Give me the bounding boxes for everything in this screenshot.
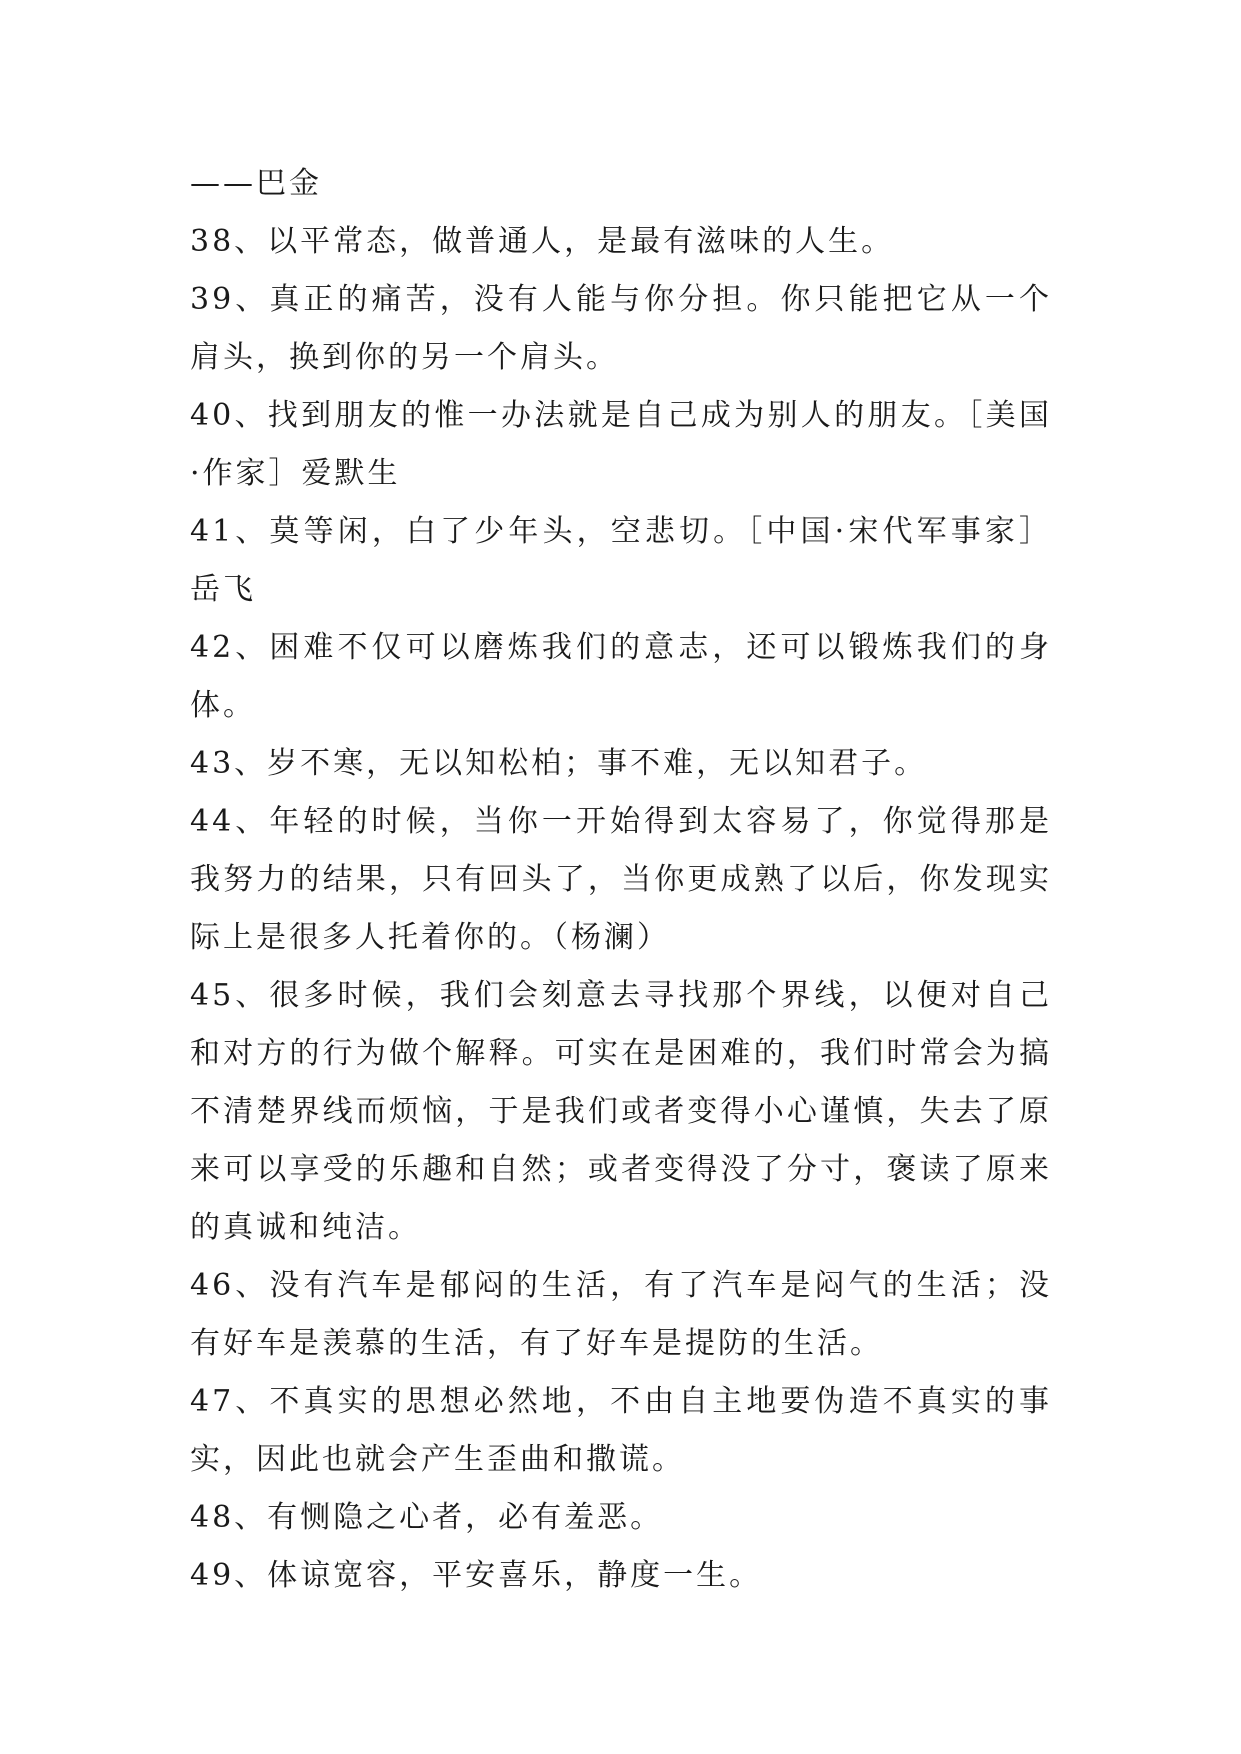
quote-item-43: 43、岁不寒，无以知松柏；事不难，无以知君子。 [190, 746, 928, 781]
quote-item-45: 45、很多时候，我们会刻意去寻找那个界线，以便对自己和对方的行为做个解释。可实在是困难的，我们时常会为搞不清楚界线而烦恼，于是我们或者变得小心谨慎，失去了原来可以享受的乐趣和自然；或者变得没了分寸，褒读了原来的真诚和纯洁。 [190, 978, 1052, 1245]
quote-item-40: 40、找到朋友的惟一办法就是自己成为别人的朋友。［美国·作家］爱默生 [190, 398, 1052, 491]
quote-item-49: 49、体谅宽容，平安喜乐，静度一生。 [190, 1558, 763, 1593]
quote-item-46: 46、没有汽车是郁闷的生活，有了汽车是闷气的生活；没有好车是羡慕的生活，有了好车是提防的生活。 [190, 1268, 1052, 1361]
quote-item-38: 38、以平常态，做普通人，是最有滋味的人生。 [190, 224, 895, 259]
document-body [190, 155, 1052, 1605]
quote-item-41: 41、莫等闲，白了少年头，空悲切。［中国·宋代军事家］岳飞 [190, 514, 1052, 607]
attribution-line: ——巴金 [190, 166, 322, 201]
quote-item-42: 42、困难不仅可以磨炼我们的意志，还可以锻炼我们的身体。 [190, 630, 1052, 723]
quote-item-47: 47、不真实的思想必然地，不由自主地要伪造不真实的事实，因此也就会产生歪曲和撒谎。 [190, 1384, 1052, 1477]
quote-item-39: 39、真正的痛苦，没有人能与你分担。你只能把它从一个肩头，换到你的另一个肩头。 [190, 282, 1052, 375]
quote-item-48: 48、有恻隐之心者，必有羞恶。 [190, 1500, 664, 1535]
quote-item-44: 44、年轻的时候，当你一开始得到太容易了，你觉得那是我努力的结果，只有回头了，当你更成熟了以后，你发现实际上是很多人托着你的。（杨澜） [190, 804, 1052, 955]
